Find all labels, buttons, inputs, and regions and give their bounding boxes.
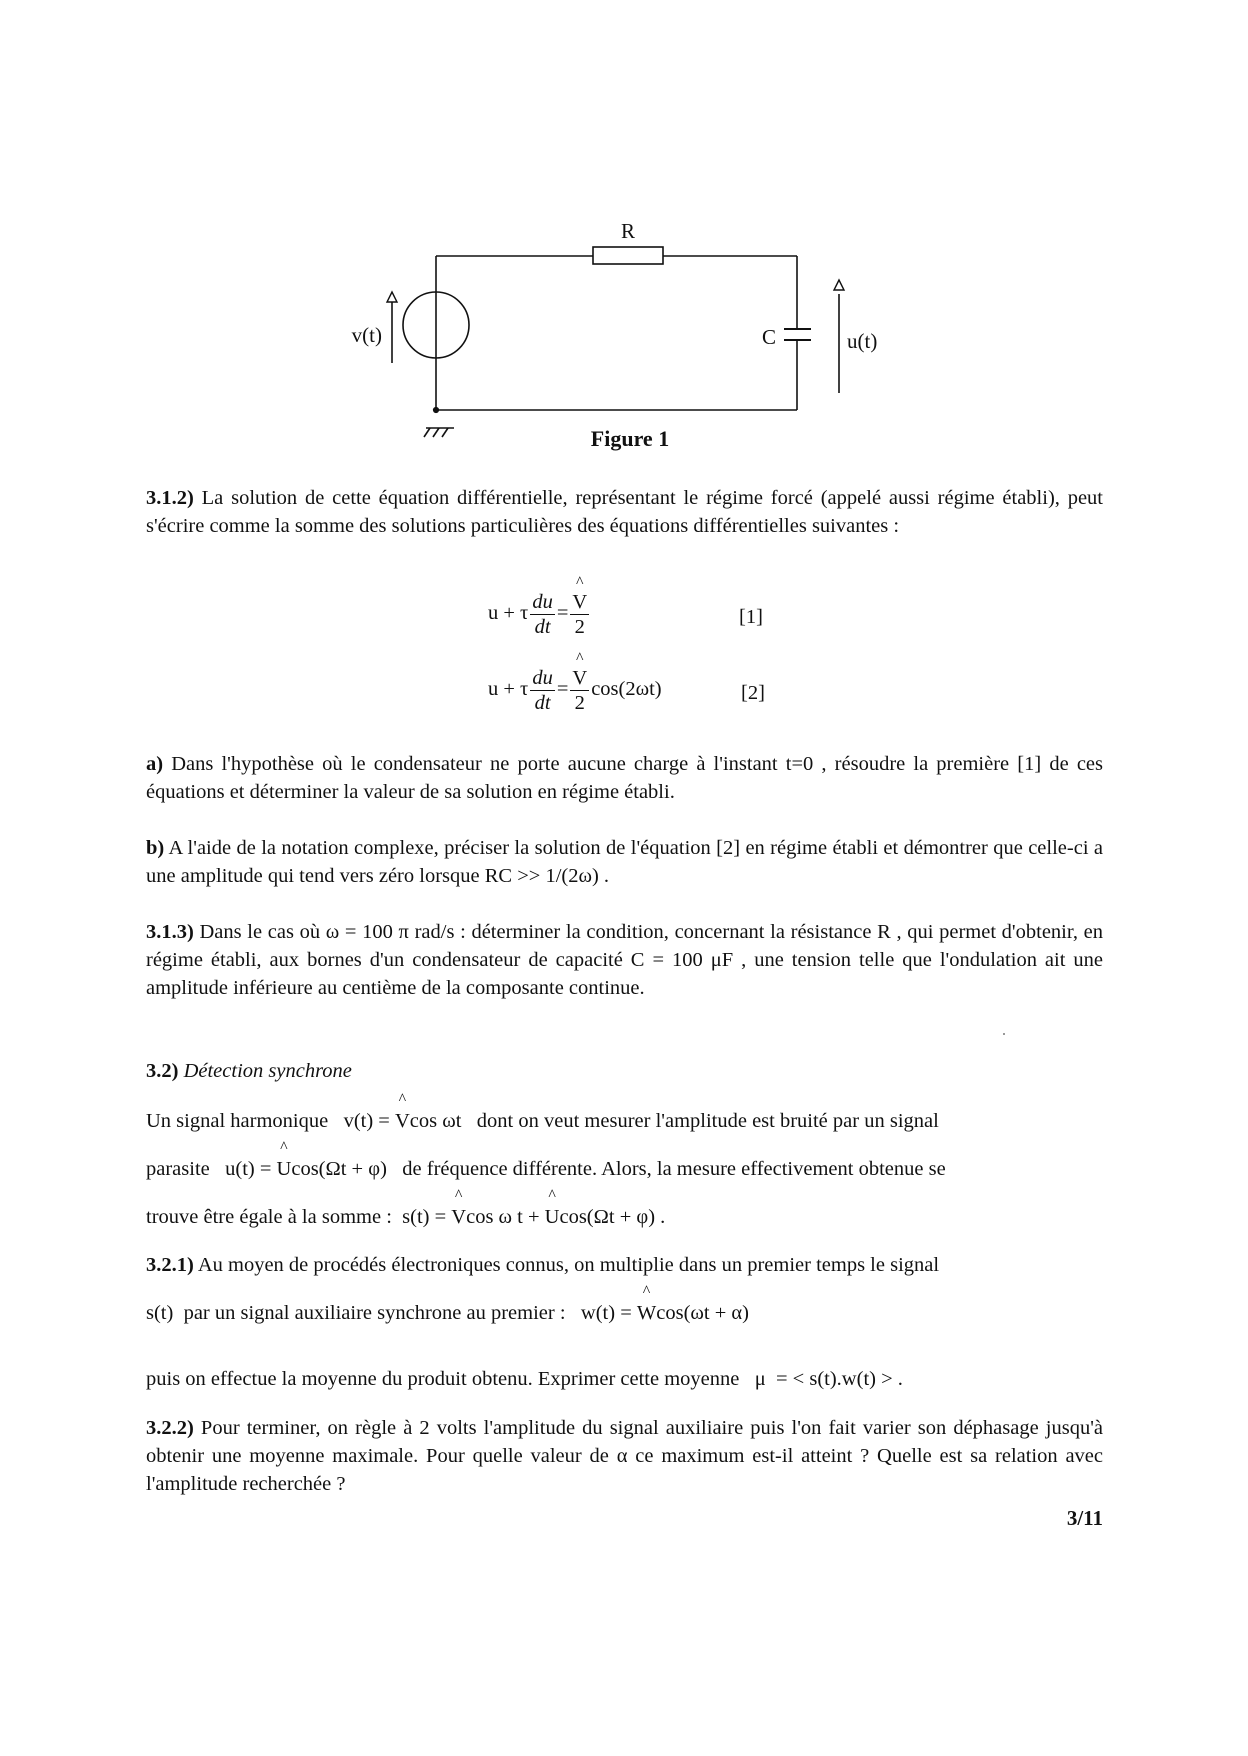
p32-l3-hat-2: ^ U bbox=[545, 1206, 560, 1229]
eq2-lhs: u + τ bbox=[488, 678, 529, 701]
p32-line-2 bbox=[146, 1158, 1103, 1181]
eq2-frac-den: dt bbox=[534, 692, 551, 714]
p32-l3-a: trouve être égale à la somme : s(t) = bbox=[146, 1206, 452, 1228]
eq1-rhs bbox=[570, 590, 589, 639]
eq1-frac-num: du bbox=[532, 591, 553, 613]
question-b-label: b) bbox=[146, 837, 165, 859]
eq2-rhs-num: ^ V bbox=[572, 666, 587, 690]
equation-1-tag: [1] bbox=[739, 606, 763, 628]
eq1-lhs: u + τ bbox=[488, 602, 529, 625]
section-3-2-1-line-3 bbox=[146, 1368, 1103, 1391]
resistor-symbol bbox=[593, 247, 663, 264]
section-3-2-2 bbox=[146, 1414, 1103, 1498]
eq2-rhs-tail: cos(2ωt) bbox=[591, 678, 662, 701]
s321-l3: puis on effectue la moyenne du produit obtenu. Exprimer cette moyenne μ = < s(t).w(t) > . bbox=[146, 1368, 903, 1390]
question-b-text: A l'aide de la notation complexe, préciser la solution de l'équation [2] en régime établi et démontrer que celle-ci a une amplitude qui tend vers zéro lorsque RC >> 1/(2ω) . bbox=[146, 837, 1103, 887]
eq1-frac-den: dt bbox=[534, 616, 551, 638]
s321-l2-b: cos(ωt + α) bbox=[656, 1302, 749, 1324]
equation-2 bbox=[488, 666, 662, 715]
eq1-rhs-num: ^ V bbox=[572, 590, 587, 614]
section-number: 3.2.1) bbox=[146, 1254, 194, 1276]
circuit-diagram bbox=[0, 0, 1248, 460]
capacitor-label: C bbox=[761, 325, 776, 349]
section-number: 3.2.2) bbox=[146, 1417, 194, 1439]
section-text: Pour terminer, on règle à 2 volts l'amplitude du signal auxiliaire puis l'on fait varier son déphasage jusqu'à obtenir une moyenne maximale. Pour quelle valeur de α ce maximum est-il atteint ? Quelle est sa relation avec l'amplitude recherchée ? bbox=[146, 1417, 1103, 1495]
figure-caption: Figure 1 bbox=[590, 426, 670, 451]
question-a-text: Dans l'hypothèse où le condensateur ne porte aucune charge à l'instant t=0 , résoudre la première [1] de ces équations et déterminer la valeur de sa solution en régime établi. bbox=[146, 753, 1103, 803]
p32-line-1 bbox=[146, 1110, 1103, 1133]
eq2-frac-num: du bbox=[532, 667, 553, 689]
s321-l2-a: s(t) par un signal auxiliaire synchrone au premier : w(t) = bbox=[146, 1302, 637, 1324]
section-3-2-1-line-2 bbox=[146, 1302, 1103, 1325]
output-label: u(t) bbox=[847, 329, 878, 353]
question-a-label: a) bbox=[146, 753, 164, 775]
ground-hatch-2 bbox=[433, 428, 439, 437]
p32-l2-b: cos(Ωt + φ) de fréquence différente. Alors, la mesure effectivement obtenue se bbox=[291, 1158, 946, 1180]
section-text: Au moyen de procédés électroniques connus, on multiplie dans un premier temps le signal bbox=[197, 1254, 940, 1276]
p32-l1-b: cos ωt dont on veut mesurer l'amplitude est bruité par un signal bbox=[409, 1110, 939, 1132]
section-3-1-2 bbox=[146, 484, 1103, 540]
p32-l3-hat-1: ^ V bbox=[451, 1206, 466, 1229]
p32-line-3 bbox=[146, 1206, 1103, 1229]
p32-l3-mid: cos ω t + bbox=[466, 1206, 545, 1228]
ut-arrow-head bbox=[834, 280, 844, 290]
eq2-equals: = bbox=[556, 678, 569, 701]
source-label: v(t) bbox=[351, 323, 382, 347]
eq2-rhs-den: 2 bbox=[574, 692, 585, 714]
section-3-2-1-line-1 bbox=[146, 1254, 1103, 1277]
eq1-rhs-den: 2 bbox=[574, 616, 585, 638]
ground-hatch-1 bbox=[424, 428, 430, 437]
eq1-derivative bbox=[530, 590, 555, 639]
section-3-1-3 bbox=[146, 918, 1103, 1002]
section-text: La solution de cette équation différentielle, représentant le régime forcé (appelé aussi régime établi), peut s'écrire comme la somme des solutions particulières des équations différentielles suivantes : bbox=[146, 487, 1104, 537]
stray-mark bbox=[1003, 1033, 1005, 1035]
section-number: 3.1.2) bbox=[146, 487, 194, 509]
p32-l3-b: cos(Ωt + φ) . bbox=[559, 1206, 666, 1228]
s321-l2-hat: ^ W bbox=[637, 1302, 656, 1325]
section-3-2-heading bbox=[146, 1060, 1103, 1083]
equation-2-tag: [2] bbox=[741, 682, 765, 704]
ground-hatch-3 bbox=[442, 428, 448, 437]
section-number: 3.1.3) bbox=[146, 921, 194, 943]
section-number: 3.2) bbox=[146, 1060, 179, 1082]
resistor-label: R bbox=[620, 219, 636, 243]
p32-l2-a: parasite u(t) = bbox=[146, 1158, 277, 1180]
section-title: Détection synchrone bbox=[183, 1060, 352, 1082]
p32-l1-a: Un signal harmonique v(t) = bbox=[146, 1110, 395, 1132]
ground-node-dot bbox=[434, 408, 439, 413]
eq2-rhs bbox=[570, 666, 589, 715]
question-a bbox=[146, 750, 1103, 806]
eq2-derivative bbox=[530, 666, 555, 715]
equation-1 bbox=[488, 590, 591, 639]
p32-l2-hat: ^ U bbox=[277, 1158, 292, 1181]
p32-l1-hat: ^ V bbox=[395, 1110, 410, 1133]
section-text: Dans le cas où ω = 100 π rad/s : déterminer la condition, concernant la résistance R , qui permet d'obtenir, en régime établi, aux bornes d'un condensateur de capacité C = 100 μF , une tension telle que l'ondulation ait une amplitude inférieure au centième de la composante continue. bbox=[146, 921, 1104, 999]
page-number: 3/11 bbox=[1066, 1506, 1103, 1530]
question-b bbox=[146, 834, 1103, 890]
eq1-equals: = bbox=[556, 602, 569, 625]
vt-arrow-head bbox=[387, 292, 397, 302]
